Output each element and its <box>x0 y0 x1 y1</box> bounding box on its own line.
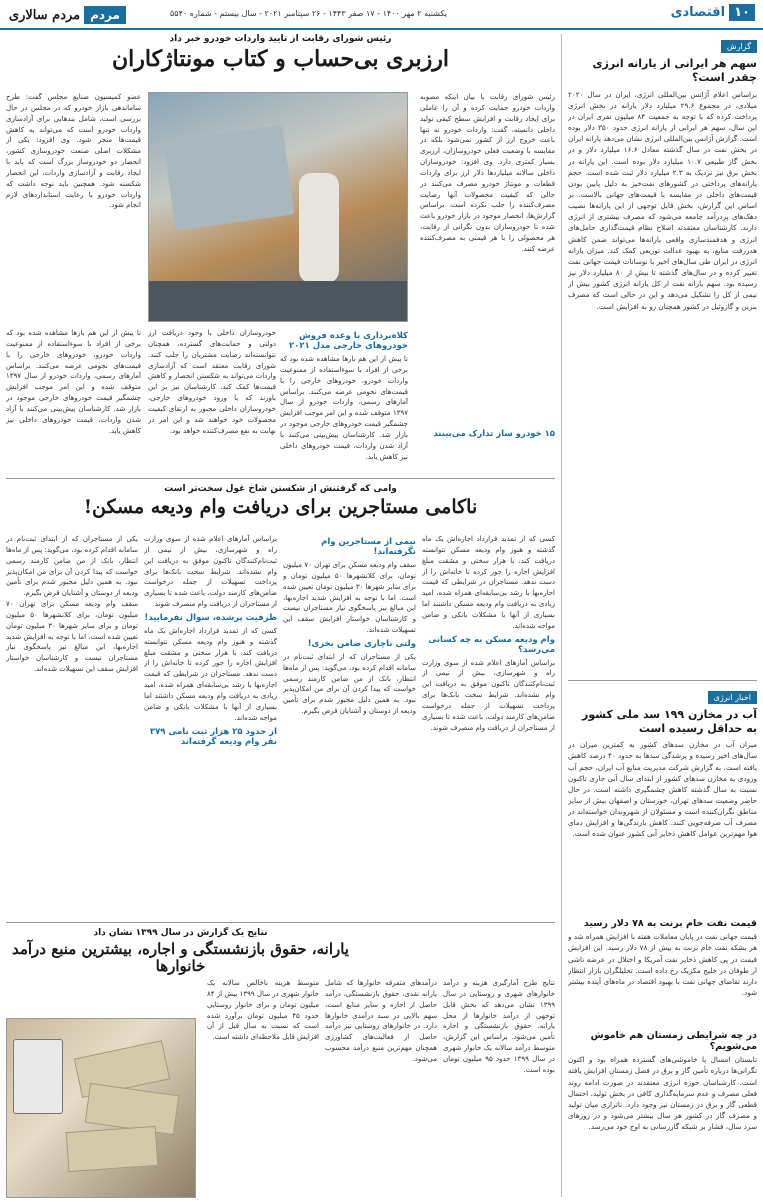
rent-body-4b: یکی از مستاجران که از ابتدای ثبت‌نام در سامانه اقدام کرده بود، می‌گوید: پس از ماه‌ها انتظار، بانک از من ضامن کارمند رسمی خواست که پیدا کردن آن برای من امکان‌پذیر نبود. به همین دلیل مجبور شدم برای تأمین ودیعه از دوستان و آشنایان قرض بگیرم. <box>6 535 138 598</box>
lead-col-d: عضو کمیسیون صنایع مجلس گفت: طرح ساماندهی بازار خودرو که در مجلس در حال بررسی است، شامل بندهایی برای آزادسازی واردات خودرو است که می‌تواند به کاهش قیمت‌ها منجر شود. وی افزود: یکی از مشکلات اصلی صنعت خودروسازی کشور، انحصار دو خودروساز بزرگ است که باید با ایجاد رقابت و آزادسازی واردات، این انحصار شکسته شود. همچنین باید توجه داشت که واردات خودرو با رعایت استانداردهای لازم انجام شود. <box>6 93 141 210</box>
factory-photo <box>148 92 408 322</box>
report-kicker: گزارش <box>721 40 757 53</box>
income-kicker: نتایج یک گزارش در سال ۱۳۹۹ نشان داد <box>93 928 268 938</box>
dateline: یکشنبه ۲ مهر ۱۴۰۰ - ۱۷ صفر ۱۴۴۳ - ۲۶ سپتامبر ۲۰۲۱ - سال بیستم - شماره ۵۵۴۰ <box>170 9 447 18</box>
rent-body-1b: کسی که از تمدید قرارداد اجاره‌اش یک ماه گذشته و هنوز وام ودیعه مسکن نتوانسته دریافت کند، با هزار سختی و مشقت مبلغ افزایش اجاره را جور کرده تا خانه‌اش را از دست ندهد. مستاجران در شرایطی که قیمت اجاره‌بها با رشد بی‌سابقه‌ای همراه شده، امید زیادی به دریافت وام ودیعه مسکن داشتند اما بسیاری از آنها با مشکلات بانکی و ضامن مواجه شده‌اند. <box>144 626 277 722</box>
lead-subhead-b: کلاه‌برداری با وعده فروش خودروهای خارجی مدل ۲۰۲۱ <box>289 331 408 351</box>
rent-body-2b: براساس آمارهای اعلام شده از سوی وزارت راه و شهرسازی، بیش از نیمی از ثبت‌نام‌کنندگان تاکنون موفق به دریافت این وام نشده‌اند. شرایط سخت بانک‌ها برای پرداخت تسهیلات از جمله درخواست ضامن‌های کارمند دولت، باعث شده تا بسیاری از مستاجران از دریافت وام منصرف شوند. <box>144 535 277 609</box>
lead-col-c-wrap <box>280 328 408 468</box>
section-header <box>671 4 755 21</box>
rent-sub-1: نیمی از مستاجرین وام نگرفته‌اند! <box>321 537 416 557</box>
rent-loan-headline[interactable]: ناکامی مستاجرین برای دریافت وام ودیعه مسکن! <box>83 496 478 518</box>
lead-col-a: رئیس شورای رقابت با بیان اینکه مصوبه واردات خودرو حمایت کرده و آن را عاملی برای ایجاد رقابت و افزایش سطح کیفی تولید داخلی دانسته، گفت: واردات خودرو نه تنها باعث خروج ارز از کشور نمی‌شود بلکه در مقایسه با وضعیت فعلی خودروسازان، ارزبری بسیار کمتری دارد. وی افزود: خودروسازان داخلی سالانه میلیاردها دلار ارز برای واردات قطعات و مونتاژ خودرو مصرف می‌کنند در حالی که کیفیت محصولات آنها رضایت مصرف‌کننده را جلب نکرده است. براساس گزارش‌ها، انحصار موجود در بازار خودرو باعث شده تا خودروسازان بدون نگرانی از رقابت، هر محصولی را با هر قیمتی به مصرف‌کننده عرضه کنند. <box>420 93 555 253</box>
masthead <box>0 0 763 30</box>
income-col-2: درآمدهای متفرقه خانوارها که شامل یارانه نقدی، حقوق بازنشستگی، درآمد حاصل از اجاره و سایر منابع است، سهم بالایی در سبد درآمدی خانوارها دارد. در خانوارهای روستایی نیز درآمد حاصل از فعالیت‌های کشاورزی همچنان مهم‌ترین منبع درآمد محسوب می‌شود. <box>325 979 437 1063</box>
energy-subsidy-title[interactable]: سهم هر ایرانی از یارانه انرژی چقدر است؟ <box>592 57 757 85</box>
divider-1 <box>6 478 555 479</box>
rent-body-3b: سقف وام ودیعه مسکن برای تهران ۷۰ میلیون تومان، برای کلانشهرها ۵۰ میلیون تومان و برای سایر شهرها ۳۰ میلیون تومان تعیین شده است. اما با توجه به افزایش شدید اجاره‌بها، این مبالغ نیز پاسخگوی نیاز مستاجران نیست و کارشناسان خواستار افزایش سقف این تسهیلات شده‌اند. <box>6 600 138 674</box>
income-col-3: متوسط هزینه ناخالص سالانه یک خانوار شهری در سال ۱۳۹۹ بیش از ۸۴ میلیون تومان و برای خانوار روستایی حدود ۴۵ میلیون تومان برآورد شده است که نسبت به سال قبل از آن افزایش قابل ملاحظه‌ای داشته است. <box>207 979 319 1042</box>
lead-subhead-block <box>420 426 555 442</box>
page-number: ۱۰ <box>729 4 755 21</box>
lead-headline[interactable]: ارزبری بی‌حساب و کتاب مونتاژکاران <box>111 46 450 72</box>
rent-sub-2: وام ودیعه مسکن به چه کسانی می‌رسد؟ <box>428 634 555 655</box>
brent-body: قیمت جهانی نفت در پایان معاملات هفته با افزایش همراه شد و هر بشکه نفت خام برنت به بیش از ۷۸ دلار رسید. این افزایش قیمت در پی کاهش ذخایر نفت آمریکا و اختلال در عرضه ناشی از طوفان در خلیج مکزیک رخ داده است. تحلیلگران بازار انتظار دارند تقاضای جهانی نفت با بهبود اقتصاد در ماه‌های آینده بیشتر شود. <box>568 932 757 997</box>
lead-story <box>6 34 555 474</box>
rent-body-1: کسی که از تمدید قرارداد اجاره‌اش یک ماه گذشته و هنوز وام ودیعه مسکن نتوانسته دریافت کند، با هزار سختی و مشقت مبلغ افزایش اجاره را جور کرده تا خانه‌اش را از دست ندهد. مستاجران در شرایطی که قیمت اجاره‌بها با رشد بی‌سابقه‌ای همراه شده، امید زیادی به دریافت وام ودیعه مسکن داشتند اما بسیاری از آنها با مشکلات بانکی و ضامن مواجه شده‌اند. <box>422 535 555 630</box>
lead-col-b: خودروسازان داخلی با وجود دریافت ارز دولتی و حمایت‌های گسترده، همچنان نتوانسته‌اند رضایت مشتریان را جلب کنند. شورای رقابت معتقد است که آزادسازی واردات می‌تواند به شکستن انحصار و کاهش قیمت‌ها کمک کند. کارشناسان نیز بر این باورند که با ورود خودروهای خارجی، خودروسازان داخلی مجبور به ارتقای کیفیت محصولات خود خواهند شد و این امر در نهایت به نفع مصرف‌کننده خواهد بود. <box>148 329 276 435</box>
lead-col-e: تا پیش از این هم بارها مشاهده شده بود که برخی از افراد با سوءاستفاده از ممنوعیت واردات خودرو، خودروهای خارجی را با قیمت‌های نجومی عرضه می‌کنند. براساس آمارهای رسمی، واردات خودرو از سال ۱۳۹۷ متوقف شده و این امر موجب افزایش چشمگیر قیمت خودروهای خارجی موجود در بازار شد. کارشناسان پیش‌بینی می‌کنند با آزاد شدن واردات، قیمت خودروهای داخلی نیز کاهش یابد. <box>6 329 141 435</box>
income-headline[interactable]: یارانه، حقوق بازنشستگی و اجاره، بیشترین منبع درآمد خانوارها <box>11 940 349 975</box>
energy-news-kicker: اخبار انرژی <box>708 691 757 704</box>
dams-title[interactable]: آب در مخازن ۱۹۹ سد ملی کشور به حداقل رسیده است <box>582 707 757 735</box>
rent-body-4: یکی از مستاجران که از ابتدای ثبت‌نام در سامانه اقدام کرده بود، می‌گوید: پس از ماه‌ها انتظار، بانک از من ضامن کارمند رسمی خواست که پیدا کردن آن برای من امکان‌پذیر نبود. به همین دلیل مجبور شدم برای تأمین ودیعه از دوستان و آشنایان قرض بگیرم. <box>283 652 416 716</box>
rent-col-1 <box>422 534 555 914</box>
rent-loan-story <box>6 484 555 919</box>
rent-body-3: سقف وام ودیعه مسکن برای تهران ۷۰ میلیون تومان، برای کلانشهرها ۵۰ میلیون تومان و برای سایر شهرها ۳۰ میلیون تومان تعیین شده است. اما با توجه به افزایش شدید اجاره‌بها، این مبالغ نیز پاسخگوی نیاز مستاجران نیست و کارشناسان خواستار افزایش سقف این تسهیلات شده‌اند. <box>283 561 416 635</box>
paper-name: مردم سالاری <box>8 7 81 23</box>
dams-body: میزان آب در مخازن سدهای کشور به کمترین میزان در سال‌های اخیر رسیده و پرشدگی سدها به حدود ۴۰ درصد کاهش یافته است. به گزارش شرکت مدیریت منابع آب ایران، حجم آب ورودی به مخازن سدهای کشور از ابتدای سال آبی جاری تاکنون نسبت به سال گذشته کاهش چشمگیری داشته است. در حال حاضر وضعیت سدهای تهران، خوزستان و اصفهان بیش از سایر مناطق نگران‌کننده است و مسئولان از شهروندان خواسته‌اند در مصرف آب صرفه‌جویی کنند. کاهش بارندگی‌ها و افزایش دمای هوا مهم‌ترین عوامل کاهش ذخایر آبی کشور عنوان شده است. <box>568 740 757 839</box>
rent-sub-4: از حدود ۲۵ هزار ثبت نامی ۳۷۹ نفر وام ودیعه گرفته‌اند <box>149 726 277 747</box>
lead-col-c: تا پیش از این هم بارها مشاهده شده بود که برخی از افراد با سوءاستفاده از ممنوعیت واردات خودرو، خودروهای خارجی را با قیمت‌های نجومی عرضه می‌کنند. براساس آمارهای رسمی، واردات خودرو از سال ۱۳۹۷ متوقف شده و این امر موجب افزایش چشمگیر قیمت خودروهای خارجی موجود در بازار شد. کارشناسان پیش‌بینی می‌کنند با آزاد شدن واردات، قیمت خودروهای داخلی نیز کاهش یابد. <box>280 355 408 461</box>
right-column <box>561 34 757 1197</box>
energy-subsidy-body: براساس اعلام آژانس بین‌المللی انرژی، ایران در سال ۲۰۲۰ میلادی، در مجموع ۲۹.۶ میلیارد دلار یارانه در بخش انرژی پرداخت کرده که با توجه به جمعیت ۸۴ میلیون نفری ایران در این سال، سهم هر ایرانی از یارانه انرژی حدود ۳۵۰ دلار بوده است. گزارش آژانس بین‌المللی انرژی نشان می‌دهد یارانه ایران در بخش نفت در سال گذشته معادل ۱۶.۶ میلیارد دلار و در بخش گاز طبیعی ۱۰.۷ میلیارد دلار بوده است. این یارانه در بخش برق نیز نزدیک به ۲.۳ میلیارد دلار ثبت شده است. حجم یارانه‌های پرداختی در کشورهای نفت‌خیز به دلیل پایین بودن قیمت‌های داخلی در مقایسه با قیمت‌های جهانی بالاست. بر اساس این گزارش، بخش قابل توجهی از این یارانه‌ها نصیب دهک‌های پردرآمد جامعه می‌شود که مصرف بیشتری از انرژی دارند. کارشناسان معتقدند اصلاح نظام قیمت‌گذاری حامل‌های انرژی و هدفمندسازی واقعی یارانه‌ها می‌تواند ضمن کاهش هدررفت منابع، به بهبود عدالت توزیعی کمک کند. میزان یارانه انرژی در ایران طی سال‌های اخیر با نوسانات قیمت جهانی نفت تغییر کرده و در سال‌های گذشته تا بیش از ۸۰ میلیارد دلار نیز رسیده بود. سهم یارانه نفت از کل یارانه انرژی کشور بیش از نیمی از کل را تشکیل می‌دهد و این در حالی است که مصرف بنزین و گازوئیل در کشور همچنان رو به افزایش است. <box>568 89 757 311</box>
household-income-story <box>6 928 555 1198</box>
lead-subhead-a: ۱۵ خودرو ساز تدارک می‌بینند <box>433 429 555 439</box>
paper-logo-box: مردم <box>84 6 126 24</box>
rent-body-2: براساس آمارهای اعلام شده از سوی وزارت راه و شهرسازی، بیش از نیمی از ثبت‌نام‌کنندگان تاکنون موفق به دریافت این وام نشده‌اند. شرایط سخت بانک‌ها برای پرداخت تسهیلات از جمله درخواست ضامن‌های کارمند دولت، باعث شده تا بسیاری از مستاجران از دریافت وام منصرف شوند. <box>422 658 555 732</box>
winter-blackout-title[interactable]: در چه شرایطی زمستان هم خاموش می‌شویم؟ <box>590 1030 757 1053</box>
rent-sub-5: ولتی ناچاری ضامن بخری! <box>307 638 416 649</box>
rent-col-3 <box>144 534 277 914</box>
paper-logo[interactable] <box>6 4 126 26</box>
income-col-1: نتایج طرح آمارگیری هزینه و درآمد خانوارهای شهری و روستایی در سال ۱۳۹۹ نشان می‌دهد که بخش قابل توجهی از درآمد خانوارها از محل یارانه، حقوق بازنشستگی و اجاره تأمین می‌شود. براساس این گزارش، متوسط درآمد سالانه یک خانوار شهری در سال ۱۳۹۹ حدود ۹۵ میلیون تومان بوده است. <box>443 979 555 1074</box>
money-photo <box>6 1018 196 1198</box>
lead-kicker: رئیس شورای رقابت از تایید واردات خودرو خبر داد <box>169 34 392 44</box>
rent-loan-kicker: وامی که گرفتنش از شکستن شاخ غول سخت‌تر است <box>164 484 397 494</box>
section-label: اقتصادی <box>670 5 726 20</box>
rent-col-2 <box>283 534 416 914</box>
brent-title[interactable]: قیمت نفت خام برنت به ۷۸ دلار رسید <box>583 918 757 930</box>
rent-sub-3: ظرفیت پرشده، سوال نفرمایید! <box>144 612 277 623</box>
divider-2 <box>6 922 555 923</box>
rent-col-4 <box>6 534 138 914</box>
winter-blackout-body: تابستان امسال با خاموشی‌های گسترده همراه بود و اکنون نگرانی‌ها درباره تأمین گاز و برق در فصل زمستان افزایش یافته است. کارشناسان حوزه انرژی معتقدند در صورت ادامه روند فعلی مصرف و عدم سرمایه‌گذاری کافی در بخش تولید، احتمال قطعی گاز و برق در زمستان نیز وجود دارد. ناترازی میان تولید و مصرف گاز در کشور هر سال بیشتر می‌شود و در روزهای سرد سال، فشار بر شبکه گازرسانی به اوج خود می‌رسد. <box>568 1055 757 1132</box>
